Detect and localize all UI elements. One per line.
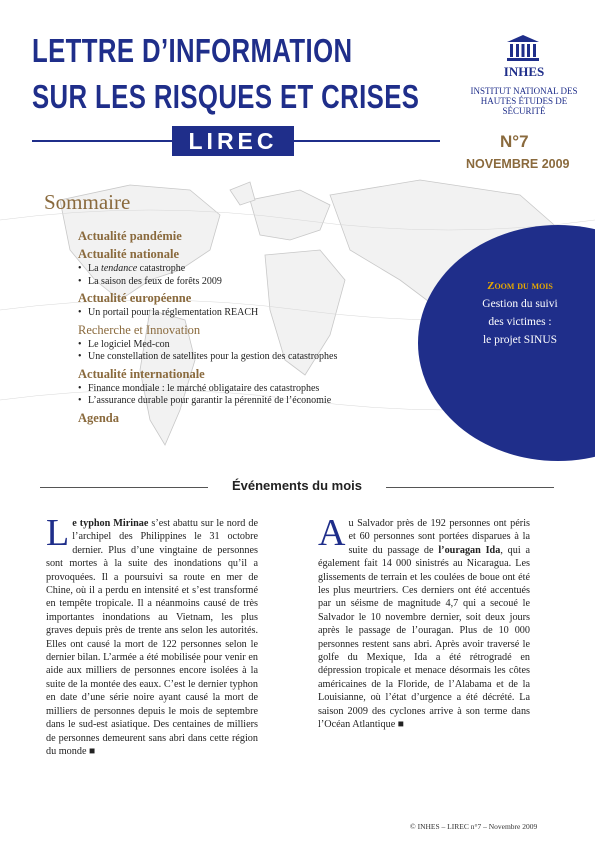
issue-date: NOVEMBRE 2009 [466,157,570,171]
zoom-line: des victimes : [488,316,552,328]
events-heading: Événements du mois [231,478,363,493]
toc-section-pandemie[interactable]: Actualité pandémie [78,229,182,243]
toc-section-recherche[interactable]: Recherche et Innovation [78,322,201,337]
dropcap: L [46,512,70,554]
zoom-line: Gestion du suivi [482,298,558,310]
toc-item[interactable]: • Le logiciel Med-con [78,339,398,352]
divider [40,487,208,488]
zoom-line: le projet SINUS [482,334,558,346]
divider [386,487,554,488]
dropcap: A [318,512,346,554]
toc-item[interactable]: • La tendance catastrophe [78,263,398,276]
org-short-name: INHES [503,64,545,79]
table-of-contents [78,226,398,426]
issue-number: N°7 [500,132,529,151]
toc-item[interactable]: • La saison des feux de forêts 2009 [78,276,398,289]
zoom-du-mois-box[interactable] [470,277,570,349]
article-body: u Salvador près de 192 personnes ont péris et 60 personnes sont portées disparues à la suite du passage de [348,518,530,556]
article-typhon [46,512,258,758]
zoom-title: Zoom du mois [487,280,553,292]
inhes-logo-icon [506,34,540,62]
footer: © INHES – LIREC n°7 – Novembre 2009 [410,822,538,831]
article-body: s’est abattu sur le nord de l’archipel des Philippines le 31 octobre dernier. Plus d’une vingtaine de personnes sont mortes à la suite des inondations qu’il a provoquées. Il a poursuivi sa route en mer de Chine, où il a perdu en intensité et s’est transformé en tempête tropicale. Il a néanmoins causé de très importantes inondations au Vietnam, les plus graves depuis près de trente ans selon les autorités. Elles ont causé la mort de 122 personnes selon le dernier bilan. L’armée a été mobilisée pour venir en aide aux milliers de personnes encore isolées à la suite de la montée des eaux. C’est le dernier typhon en date d’une série noire ayant causé la mort de milliers de personnes depuis le mois de septembre dans le sud-est asiatique. Des centaines de milliers de personnes demeurent sans abri dans cette région du monde ■ [46,518,258,757]
org-full-name: INSTITUT NATIONAL DES HAUTES ÉTUDES DE SÉCURITÉ [470,86,578,116]
toc-item[interactable]: • L’assurance durable pour garantir la pérennité de l’économie [78,395,398,408]
toc-section-agenda[interactable]: Agenda [78,410,119,425]
page-title-line2: SUR LES RISQUES ET CRISES [32,78,420,115]
sommaire-title: Sommaire [44,190,131,214]
toc-section-nationale[interactable]: Actualité nationale [78,247,180,261]
article-lead: e typhon Mirinae [72,518,149,529]
article-ouragan [318,512,530,732]
page-title-line1: LETTRE D’INFORMATION [32,32,353,69]
toc-section-europeenne[interactable]: Actualité européenne [78,291,192,305]
toc-item[interactable]: • Une constellation de satellites pour la gestion des catastrophes [78,351,398,364]
acronym-badge: LIREC [172,126,294,156]
toc-item[interactable]: • Un portail pour la réglementation REACH [78,307,398,320]
toc-item[interactable]: • Finance mondiale : le marché obligataire des catastrophes [78,383,398,396]
article-body: , qui a également fait 14 000 sinistrés au Nicaragua. Les glissements de terrain et les coulées de boue ont été les plus meurtriers. Ces derniers ont été accentués par un séisme de magnitude 4,7 qui a secoué le Salvador le 10 novembre dernier, soit deux jours après le passage de l’ouragan. Plus de 10 000 personnes restent sans abri. Après avoir traversé le golfe du Mexique, Ida a été rétrogradé en dépression tropicale et menace désormais les côtes américaines de la Floride, de l’Alabama et de la Louisianne, où l’état d’urgence a été décrété. La saison 2009 des cyclones arrive à son terme dans l’Océan Atlantique ■ [318,544,530,731]
toc-section-internationale[interactable]: Actualité internationale [78,366,205,381]
article-bold: l’ouragan Ida [438,544,501,556]
